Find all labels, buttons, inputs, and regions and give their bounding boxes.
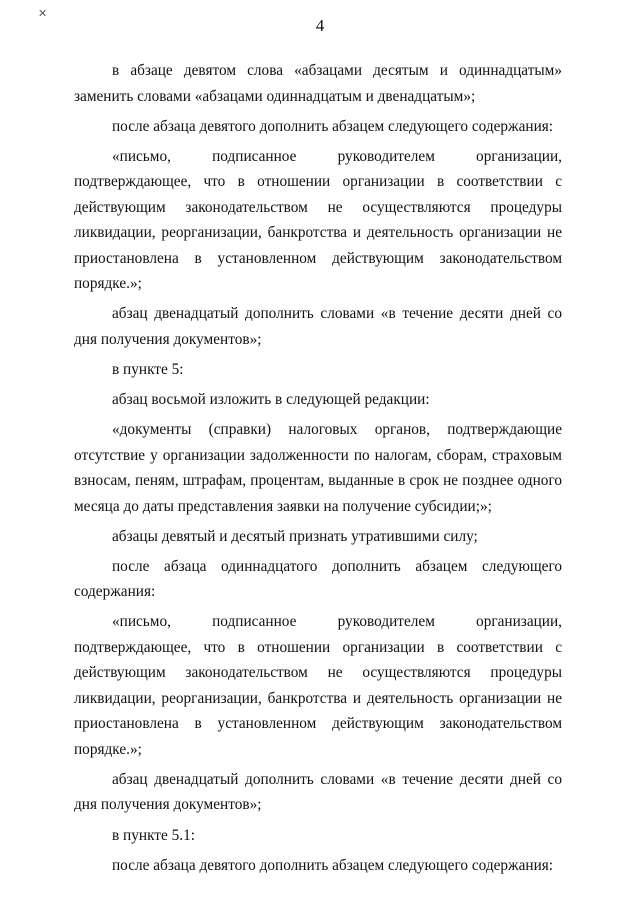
page-number: 4 [315,16,325,35]
paragraph: после абзаца одиннадцатого дополнить абзацем следующего содержания: [74,557,562,601]
paragraph: «письмо, подписанное руководителем организации, подтверждающее, что в отношении организации в соответствии с действующим законодательством не осуществляются процедуры ликвидации, реорганизации, банкротства и деятельность организации не приостановлена в установленном действующим законодательством порядке.»; [74,147,562,293]
paragraph: «документы (справки) налоговых органов, подтверждающие отсутствие у организации задолженности по налогам, сборам, страховым взносам, пеням, штрафам, процентам, выданные в срок не позднее одного месяца до даты представления заявки на получение субсидии;»; [74,421,562,515]
paragraph: абзацы девятый и десятый признать утратившими силу; [112,527,478,545]
paragraph: «письмо, подписанное руководителем организации, подтверждающее, что в отношении организации в соответствии с действующим законодательством не осуществляются процедуры ликвидации, реорганизации, банкротства и деятельность организации не приостановлена в установленном действующим законодательством порядке.»; [74,613,562,758]
paragraph: абзац двенадцатый дополнить словами «в течение десяти дней со дня получения документов»; [74,305,562,348]
paragraph: в пункте 5: [112,360,184,378]
paragraph: после абзаца девятого дополнить абзацем следующего содержания: [112,856,554,874]
document-body [74,58,562,883]
paragraph: в пункте 5.1: [112,826,195,844]
paragraph: абзац двенадцатый дополнить словами «в течение десяти дней со дня получения документов»; [74,770,562,814]
paragraph: в абзаце девятом слова «абзацами десятым и одиннадцатым» заменить словами «абзацами одиннадцатым и двенадцатым»; [74,62,562,105]
paragraph: абзац восьмой изложить в следующей редакции: [112,390,430,408]
paragraph: после абзаца девятого дополнить абзацем следующего содержания: [112,117,554,135]
corner-mark: ✕ [38,8,48,20]
